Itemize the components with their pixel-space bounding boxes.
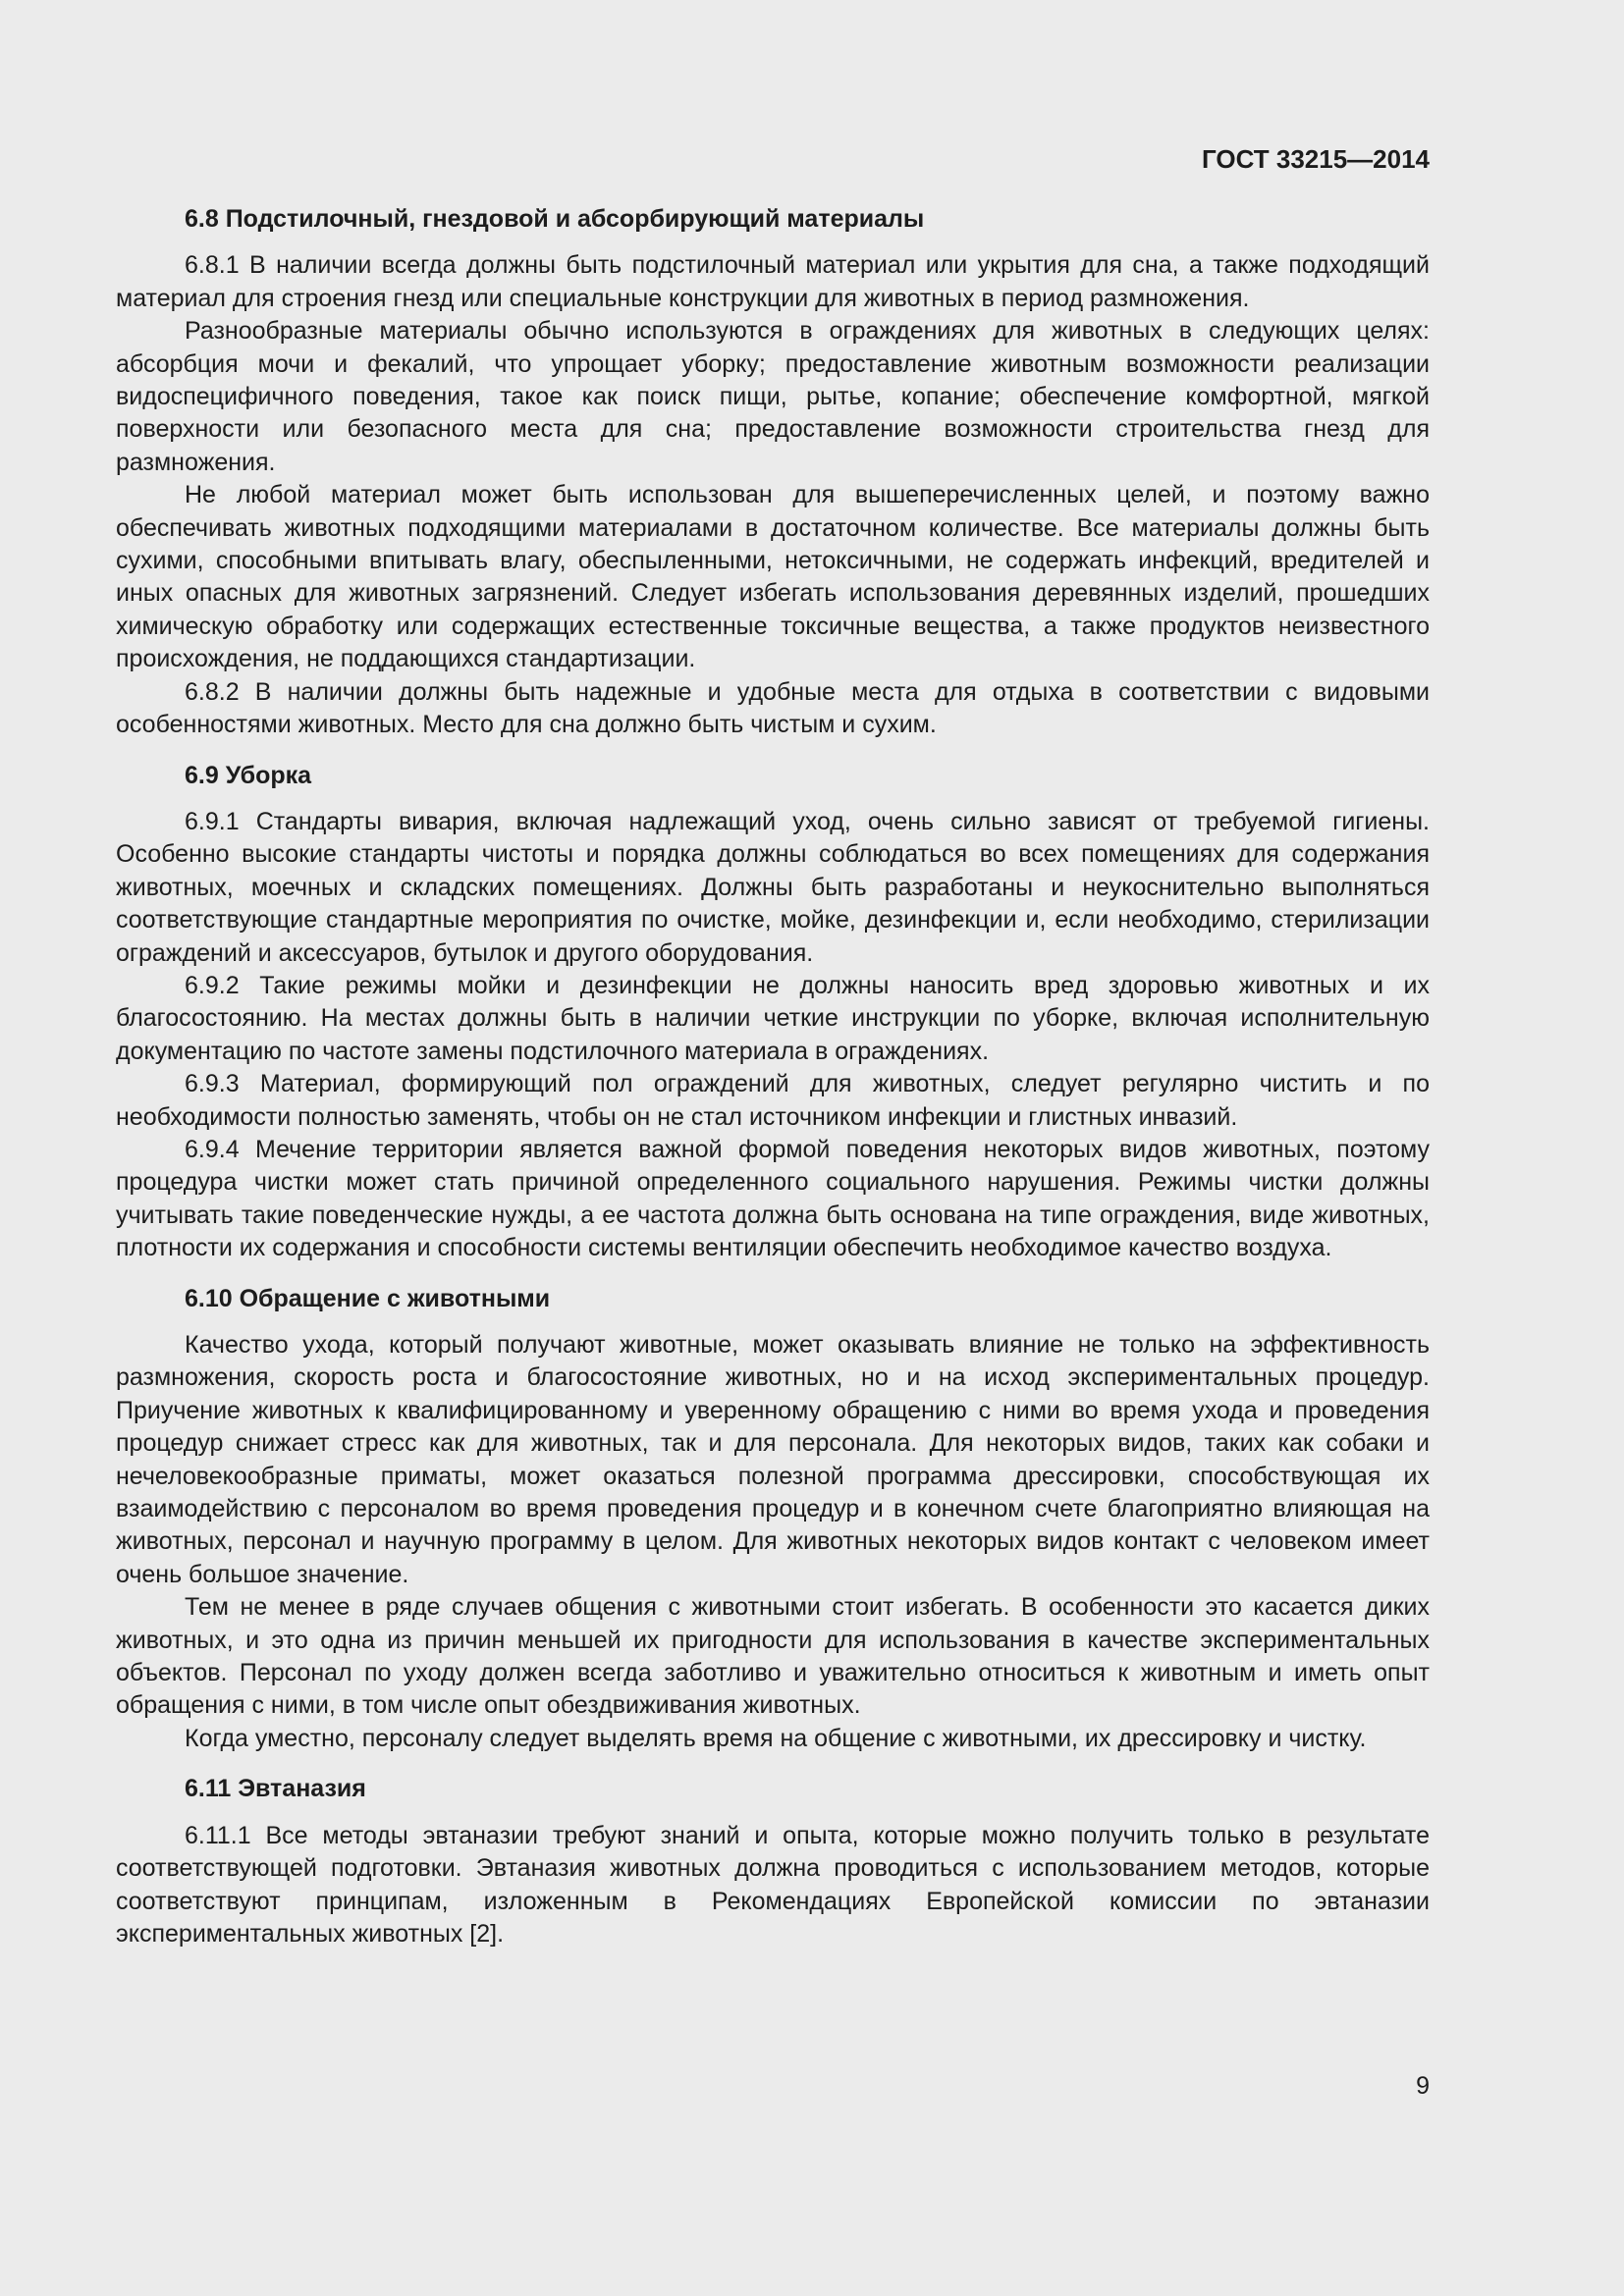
section-6-8 <box>116 203 1430 742</box>
document-code: ГОСТ 33215—2014 <box>1202 144 1430 174</box>
section-title: 6.8 Подстилочный, гнездовой и абсорбирующий материалы <box>185 205 925 233</box>
document-page <box>116 142 1430 1950</box>
paragraph: 6.9.1 Стандарты вивария, включая надлежащий уход, очень сильно зависят от требуемой гигиены. Особенно высокие стандарты чистоты и порядка должны соблюдаться во всех помещениях для содержания животных, моечных и складских помещениях. Должны быть разработаны и неукоснительно выполняться соответствующие стандартные мероприятия по очистке, мойке, дезинфекции и, если необходимо, стерилизации ограждений и аксессуаров, бутылок и другого оборудования. <box>116 807 1430 967</box>
section-title: 6.11 Эвтаназия <box>185 1775 366 1803</box>
section-6-10 <box>116 1283 1430 1756</box>
paragraph: 6.11.1 Все методы эвтаназии требуют знаний и опыта, которые можно получить только в результате соответствующей подготовки. Эвтаназия животных должна проводиться с использованием методов, которые соответствуют принципам, изложенным в Рекомендациях Европейской комиссии по эвтаназии экспериментальных животных [2]. <box>116 1821 1430 1948</box>
page-number: 9 <box>1416 2072 1430 2100</box>
paragraph: 6.9.3 Материал, формирующий пол ограждений для животных, следует регулярно чистить и по необходимости полностью заменять, чтобы он не стал источником инфекции и глистных инвазий. <box>116 1070 1430 1131</box>
paragraph: Качество ухода, который получают животные, может оказывать влияние не только на эффективность размножения, скорость роста и благосостояние животных, но и на исход экспериментальных процедур. Приучение животных к квалифицированному и уверенному обращению с ними во время ухода и проведения процедур снижает стресс как для животных, так и для персонала. Для некоторых видов, таких как собаки и нечеловекообразные приматы, может оказаться полезной программа дрессировки, способствующая их взаимодействию с персоналом во время проведения процедур и в конечном счете благоприятно влияющая на животных, персонал и научную программу в целом. Для животных некоторых видов контакт с человеком имеет очень большое значение. <box>116 1331 1430 1588</box>
section-title: 6.10 Обращение с животными <box>185 1284 551 1312</box>
paragraph: Тем не менее в ряде случаев общения с животными стоит избегать. В особенности это касается диких животных, и это одна из причин меньшей их пригодности для использования в качестве экспериментальных объектов. Персонал по уходу должен всегда заботливо и уважительно относиться к животным и иметь опыт обращения с ними, в том числе опыт обездвиживания животных. <box>116 1593 1430 1720</box>
paragraph: 6.9.2 Такие режимы мойки и дезинфекции не должны наносить вред здоровью животных и их благосостоянию. На местах должны быть в наличии четкие инструкции по уборке, включая исполнительную документацию по частоте замены подстилочного материала в ограждениях. <box>116 971 1430 1065</box>
paragraph: Не любой материал может быть использован для вышеперечисленных целей, и поэтому важно обеспечивать животных подходящими материалами в достаточном количестве. Все материалы должны быть сухими, способными впитывать влагу, обеспыленными, нетоксичными, не содержать инфекций, вредителей и иных опасных для животных загрязнений. Следует избегать использования деревянных изделий, прошедших химическую обработку или содержащих естественные токсичные вещества, а также продуктов неизвестного происхождения, не поддающихся стандартизации. <box>116 481 1430 673</box>
section-6-9 <box>116 760 1430 1265</box>
paragraph: Разнообразные материалы обычно используются в ограждениях для животных в следующих целях: абсорбция мочи и фекалий, что упрощает уборку; предоставление животным возможности реализации видоспецифичного поведения, такое как поиск пищи, рытье, копание; обеспечение комфортной, мягкой поверхности или безопасного места для сна; предоставление возможности строительства гнезд для размножения. <box>116 317 1430 476</box>
paragraph: Когда уместно, персоналу следует выделять время на общение с животными, их дрессировку и чистку. <box>185 1724 1367 1752</box>
paragraph: 6.8.1 В наличии всегда должны быть подстилочный материал или укрытия для сна, а также подходящий материал для строения гнезд или специальные конструкции для животных в период размножения. <box>116 251 1430 312</box>
paragraph: 6.9.4 Мечение территории является важной формой поведения некоторых видов животных, поэтому процедура чистки может стать причиной определенного социального нарушения. Режимы чистки должны учитывать такие поведенческие нужды, а ее частота должна быть основана на типе ограждения, виде животных, плотности их содержания и способности системы вентиляции обеспечить необходимое качество воздуха. <box>116 1135 1430 1262</box>
section-6-11 <box>116 1773 1430 1950</box>
section-title: 6.9 Уборка <box>185 761 312 789</box>
paragraph: 6.8.2 В наличии должны быть надежные и удобные места для отдыха в соответствии с видовыми особенностями животных. Место для сна должно быть чистым и сухим. <box>116 677 1430 739</box>
